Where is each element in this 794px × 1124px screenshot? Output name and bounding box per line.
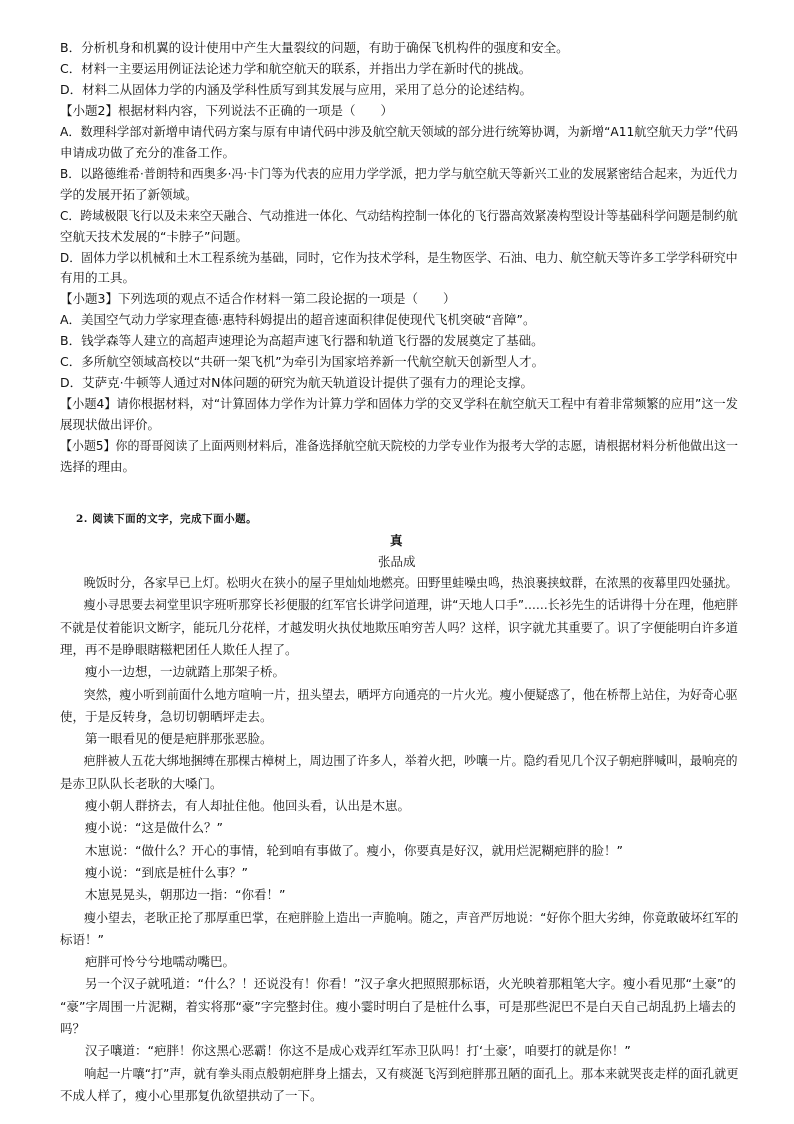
text-line: 理，再不是睁眼瞎糍粑团任人欺任人捏了。 — [60, 641, 298, 657]
text-line: 晚饭时分，各家早已上灯。松明火在狭小的屋子里灿灿地燃亮。田野里蛙噪虫鸣，热浪裹挟蚊群，在浓黑的夜幕里四处骚扰。 — [60, 575, 738, 590]
text-line: 展现状做出评价。 — [60, 417, 161, 433]
text-line: 不就是仗着能识文断字，能玩几分花样，才越发明火执仗地欺压咱穷苦人吗？这样，识字就尤其重要了。识了字便能明白许多道 — [60, 619, 739, 635]
section-heading: 2. 阅读下面的文字，完成下面小题。 — [76, 513, 258, 525]
text-line: 瘦小寻思要去祠堂里识字班听那穿长衫便服的红军官长讲学问道理，讲“天地人口手”……长衫先生的话讲得十分在理，他疤胖 — [60, 597, 738, 613]
text-line: 是赤卫队队长老耿的大嗓门。 — [60, 775, 223, 791]
text-line: 空航天技术发展的“卡脖子”问题。 — [60, 228, 248, 244]
text-line: 学的发展开拓了新领域。 — [60, 186, 198, 202]
text-line: 吗？ — [60, 1021, 86, 1036]
text-line: B．以路德维希·普朗特和西奥多·冯·卡门等为代表的应用力学学派，把力学与航空航天等新兴工业的发展紧密结合起来，为近代力 — [60, 165, 738, 181]
text-line: 突然，瘦小听到前面什么地方喧响一片，扭头望去，晒坪方向通亮的一片火光。瘦小便疑惑了，他在桥帮上站住，为好奇心驱 — [60, 686, 738, 702]
text-line: B．分析机身和机翼的设计使用中产生大量裂纹的问题，有助于确保飞机构件的强度和安全。 — [60, 40, 569, 55]
text-line: 瘦小朝人群挤去，有人却扯住他。他回头看，认出是木崽。 — [60, 798, 411, 813]
text-line: 疤胖被人五花大绑地捆缚在那棵古樟树上，周边围了许多人，举着火把，吵嚷一片。隐约看见几个汉子朝疤胖喊叫，最响亮的 — [60, 753, 738, 769]
text-line: “豪”字周围一片泥糊，着实将那“豪”字完整封住。瘦小霎时明白了是桩什么事，可是那些泥巴不是白天自己胡乱扔上墙去的 — [60, 998, 736, 1014]
story-title: 真 — [390, 533, 403, 548]
text-line: 汉子嚷道：“疤胖！你这黑心恶霸！你这不是成心戏弄红军赤卫队吗！打‘土豪’，咱要打的就是你！” — [60, 1043, 631, 1059]
text-line: 有用的工具。 — [60, 270, 136, 286]
text-line: 使，于是反转身，急切切朝晒坪走去。 — [60, 708, 273, 724]
text-line: 【小题3】下列选项的观点不适合作材料一第二段论据的一项是（ ） — [60, 291, 456, 307]
text-line: 木崽晃晃头，朝那边一指：“你看！” — [60, 887, 286, 903]
text-line: 申请成功做了充分的准备工作。 — [60, 144, 236, 160]
text-line: D．艾萨克·牛顿等人通过对N体问题的研究为航天轨道设计提供了强有力的理论支撑。 — [60, 375, 533, 391]
text-line: 第一眼看见的便是疤胖那张恶脸。 — [60, 731, 273, 747]
text-line: B．钱学森等人建立的高超声速理论为高超声速飞行器和轨道飞行器的发展奠定了基础。 — [60, 333, 544, 349]
text-line: A．数理科学部对新增申请代码方案与原有申请代码中涉及航空航天领域的部分进行统筹协调，为新增“A11航空航天力学”代码 — [60, 123, 738, 139]
text-line: 选择的理由。 — [60, 459, 136, 474]
text-line: C．多所航空领域高校以“共研一架飞机”为牵引为国家培养新一代航空航天创新型人才。 — [60, 354, 545, 370]
story-author: 张品成 — [378, 554, 416, 569]
text-line: 【小题2】根据材料内容，下列说法不正确的一项是（ ） — [60, 102, 393, 118]
text-line: 标语！” — [60, 931, 104, 947]
text-line: 疤胖可怜兮兮地嚅动嘴巴。 — [60, 954, 236, 970]
text-line: C．材料一主要运用例证法论述力学和航空航天的联系，并指出力学在新时代的挑战。 — [60, 60, 532, 76]
text-line: 不成人样了，瘦小心里那复仇欲望拱动了一下。 — [60, 1087, 323, 1103]
text-line: 瘦小一边想，一边就踏上那架子桥。 — [60, 664, 286, 680]
text-line: 木崽说：“做什么？开心的事情，轮到咱有事做了。瘦小，你要真是好汉，就用烂泥糊疤胖的脸！” — [60, 842, 623, 858]
text-line: 响起一片嚷“打”声，就有拳头雨点般朝疤胖身上擂去，又有痰涎飞泻到疤胖那丑陋的面孔上。那本来就哭丧走样的面孔就更 — [60, 1065, 739, 1081]
text-line: 【小题5】你的哥哥阅读了上面两则材料后，准备选择航空航天院校的力学专业作为报考大学的志愿，请根据材料分析他做出这一 — [60, 438, 738, 454]
text-line: 瘦小说：“到底是桩什么事？” — [60, 864, 248, 880]
text-line: 瘦小说：“这是做什么？” — [60, 820, 223, 836]
text-line: 【小题4】请你根据材料，对“计算固体力学作为计算力学和固体力学的交叉学科在航空航天工程中有着非常频繁的应用”这一发 — [60, 396, 738, 412]
text-line: C．跨域极限飞行以及未来空天融合、气动推进一体化、气动结构控制一体化的飞行器高效紧凑构型设计等基础科学问题是制约航 — [60, 207, 738, 223]
text-line: D．材料二从固体力学的内涵及学科性质写到其发展与应用，采用了总分的论述结构。 — [60, 81, 533, 97]
text-line: D．固体力学以机械和土木工程系统为基础，同时，它作为技术学科，是生物医学、石油、电力、航空航天等许多工学学科研究中 — [60, 249, 738, 265]
text-line: A．美国空气动力学家理查德·惠特科姆提出的超音速面积律促使现代飞机突破“音障”。 — [60, 312, 536, 328]
text-line: 另一个汉子就吼道：“什么？！还说没有！你看！”汉子拿火把照照那标语，火光映着那粗笔大字。瘦小看见那“土豪”的 — [60, 976, 736, 992]
text-line: 瘦小望去，老耿正抡了那厚重巴掌，在疤胖脸上造出一声脆响。随之，声音严厉地说：“好你个胆大劣绅，你竟敢破坏红军的 — [60, 909, 739, 925]
